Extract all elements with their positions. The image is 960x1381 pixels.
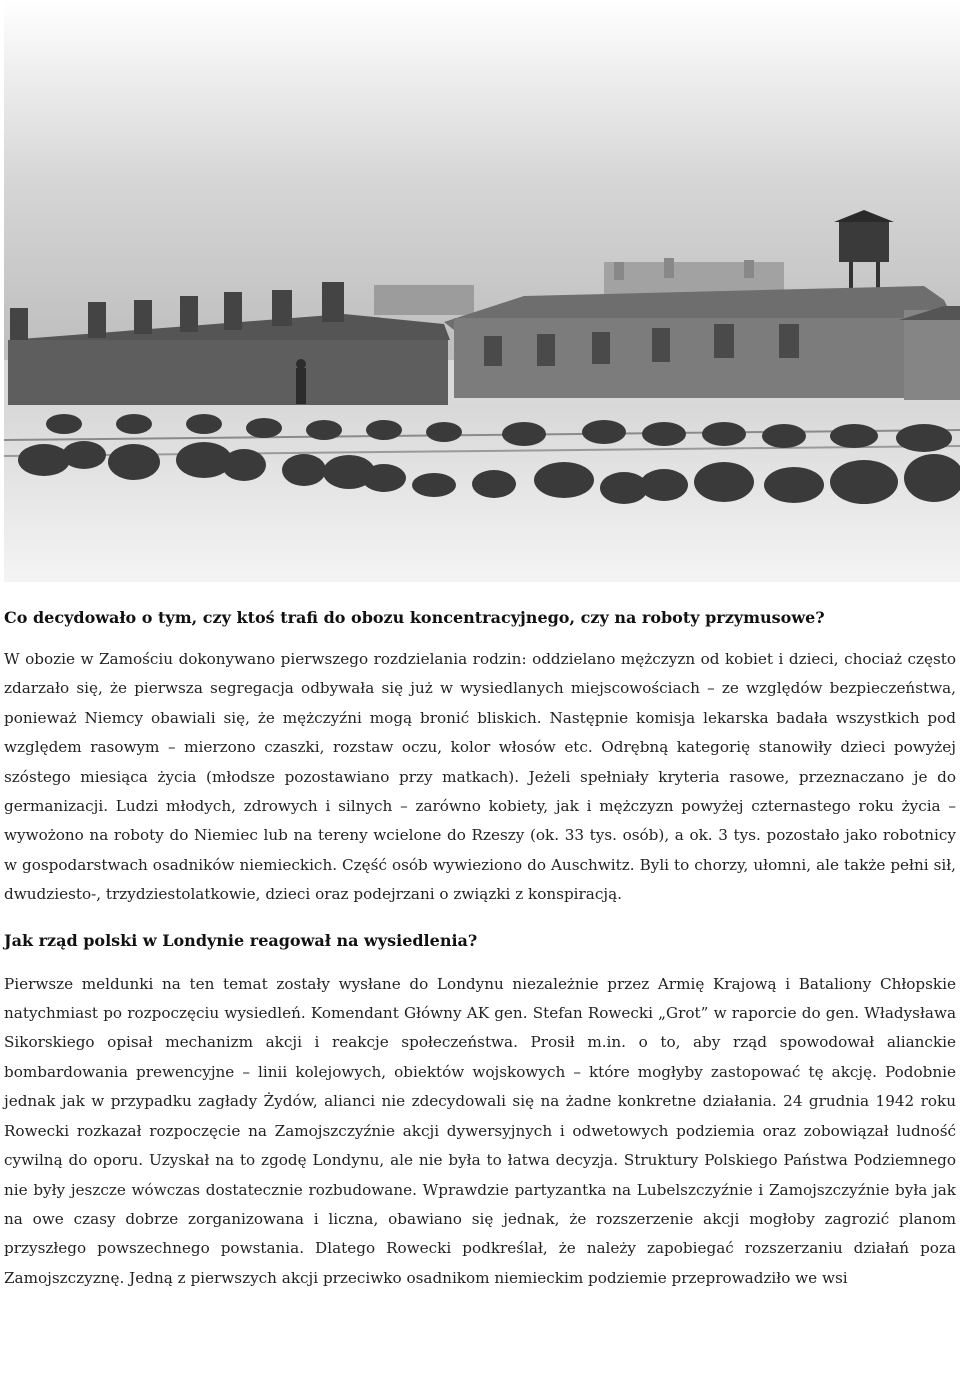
camp-photograph xyxy=(4,0,960,582)
paragraph-london-reaction: Pierwsze meldunki na ten temat zostały wysłane do Londynu niezależnie przez Armię Krajową i Bataliony Chłopskie natychmiast po rozpoczęciu wysiedleń. Komendant Główny AK gen. Stefan Rowecki „Grot” w raporcie do gen. Władysława Sikorskiego opisał mechanizm akcji i reakcje społeczeństwa. Prosił m.in. o to, aby rząd spowodował alianckie bombardowania prewencyjne – linii kolejowych, obiektów wojskowych – które mogłyby zastopować tę akcję. Podobnie jednak jak w przypadku zagłady Żydów, alianci nie zdecydowali się na żadne konkretne działania. 24 grudnia 1942 roku Rowecki rozkazał rozpoczęcie na Zamojszczyźnie akcji dywersyjnych i odwetowych podziemia oraz zobowiązał ludność cywilną do oporu. Uzyskał na to zgodę Londynu, ale nie była to łatwa decyzja. Struktury Polskiego Państwa Podziemnego nie były jeszcze wówczas dostatecznie rozbudowane. Wprawdzie partyzantka na Lubelszczyźnie i Zamojszczyźnie była jak na owe czasy dobrze zorganizowana i liczna, obawiano się jednak, że rozszerzenie akcji mogłoby zagrozić planom przyszłego powszechnego powstania. Dlatego Rowecki podkreślał, że należy zapobiegać rozszerzaniu działań poza Zamojszczyznę. Jedną z pierwszych akcji przeciwko osadnikom niemieckim podziemie przeprowadziło we wsi xyxy=(4,974,956,1287)
article-body xyxy=(4,608,956,1293)
paragraph-camp-selection: W obozie w Zamościu dokonywano pierwszego rozdzielania rodzin: oddzielano mężczyzn od kobiet i dzieci, chociaż często zdarzało się, że pierwsza segregacja odbywała się już w wysiedlanych miejscowościach – ze względów bezpieczeństwa, ponieważ Niemcy obawiali się, że mężczyźni mogą bronić bliskich. Następnie komisja lekarska badała wszystkich pod względem rasowym – mierzono czaszki, rozstaw oczu, kolor włosów etc. Odrębną kategorię stanowiły dzieci powyżej szóstego miesiąca życia (młodsze pozostawiano przy matkach). Jeżeli spełniały kryteria rasowe, przeznaczano je do germanizacji. Ludzi młodych, zdrowych i silnych – zarówno kobiety, jak i mężczyzn powyżej czternastego roku życia – wywożono na roboty do Niemiec lub na tereny wcielone do Rzeszy (ok. 33 tys. osób), a ok. 3 tys. pozostało jako robotnicy w gospodarstwach osadników niemieckich. Część osób wywieziono do Auschwitz. Byli to chorzy, ułomni, ale także pełni sił, dwudziesto-, trzydziestolatkowie, dzieci oraz podejrzani o związki z konspiracją. xyxy=(4,650,956,904)
section-heading-camp-selection: Co decydowało o tym, czy ktoś trafi do obozu koncentracyjnego, czy na roboty przymusowe? xyxy=(4,608,825,627)
camp-barracks-photo-icon xyxy=(4,0,960,582)
section-heading-london-reaction: Jak rząd polski w Londynie reagował na wysiedlenia? xyxy=(4,930,478,950)
